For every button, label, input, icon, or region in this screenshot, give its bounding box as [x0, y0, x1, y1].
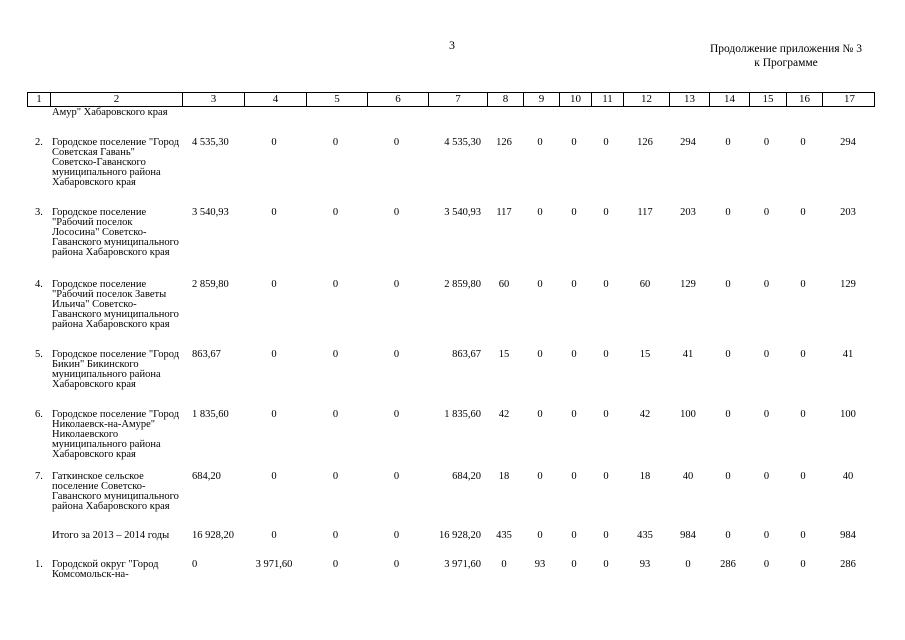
- row-value-col-4: 3 971,60: [255, 559, 293, 570]
- row-value-col-10: 0: [571, 530, 577, 541]
- header-cell-12: 12: [623, 93, 669, 106]
- row-value-col-5: 0: [332, 409, 339, 420]
- row-number: 4.: [35, 279, 43, 290]
- row-value-col-17: 294: [840, 137, 856, 148]
- row-value-col-6: 0: [393, 530, 400, 541]
- row-value-col-7: 3 540,93: [444, 207, 481, 218]
- row-value-col-3: 3 540,93: [192, 207, 229, 218]
- row-value-col-5: 0: [332, 471, 339, 482]
- row-value-col-12: 18: [639, 471, 651, 482]
- row-value-col-12: 93: [639, 559, 651, 570]
- row-value-col-14: 0: [725, 137, 731, 148]
- row-value-col-14: 0: [725, 349, 731, 360]
- row-value-col-6: 0: [393, 137, 400, 148]
- row-value-col-10: 0: [571, 207, 577, 218]
- header-cell-11: 11: [591, 93, 623, 106]
- row-value-col-15: 0: [763, 137, 770, 148]
- row-value-col-6: 0: [393, 207, 400, 218]
- row-value-col-3: 4 535,30: [192, 137, 229, 148]
- row-value-col-17: 40: [842, 471, 854, 482]
- row-value-col-8: 435: [496, 530, 512, 541]
- row-value-col-17: 203: [840, 207, 856, 218]
- row-value-col-11: 0: [603, 559, 609, 570]
- row-value-col-12: 126: [637, 137, 653, 148]
- row-value-col-7: 863,67: [452, 349, 481, 360]
- row-value-col-10: 0: [571, 471, 577, 482]
- header-cell-8: 8: [487, 93, 523, 106]
- row-value-col-4: 0: [271, 471, 277, 482]
- row-value-col-12: 60: [639, 279, 651, 290]
- row-value-col-17: 129: [840, 279, 856, 290]
- row-value-col-4: 0: [271, 349, 277, 360]
- header-cell-2: 2: [50, 93, 182, 106]
- row-name: Городской округ "Город Комсомольск-на-: [52, 559, 159, 580]
- row-value-col-14: 0: [725, 207, 731, 218]
- row-value-col-9: 0: [537, 409, 543, 420]
- row-value-col-15: 0: [763, 207, 770, 218]
- row-name: Городское поселение "Город Николаевск-на-Амуре" Николаевского муниципального района Хабаровского края: [52, 409, 180, 460]
- row-value-col-6: 0: [393, 471, 400, 482]
- continuation-line-2: к Программе: [754, 57, 818, 69]
- continuation-note: [680, 42, 892, 70]
- row-value-col-11: 0: [603, 207, 609, 218]
- row-number: 1.: [35, 559, 43, 570]
- row-value-col-9: 93: [534, 559, 546, 570]
- row-value-col-8: 60: [498, 279, 510, 290]
- row-value-col-16: 0: [800, 279, 806, 290]
- row-name: Городское поселение "Город Советская Гавань" Советско-Гаванского муниципального района Хабаровского края: [52, 137, 180, 188]
- row-number: 6.: [35, 409, 43, 420]
- row-value-col-14: 0: [725, 279, 731, 290]
- row-value-col-6: 0: [393, 559, 400, 570]
- row-value-col-10: 0: [571, 137, 577, 148]
- row-number: 3.: [35, 207, 43, 218]
- row-value-col-11: 0: [603, 279, 609, 290]
- row-value-col-7: 2 859,80: [444, 279, 481, 290]
- row-value-col-15: 0: [763, 279, 770, 290]
- header-cell-15: 15: [749, 93, 786, 106]
- row-value-col-6: 0: [393, 349, 400, 360]
- row-value-col-11: 0: [603, 137, 609, 148]
- row-number: 2.: [35, 137, 43, 148]
- row-value-col-12: 15: [639, 349, 651, 360]
- row-value-col-9: 0: [537, 349, 543, 360]
- continuation-line-1: Продолжение приложения № 3: [709, 43, 863, 55]
- row-value-col-13: 41: [682, 349, 694, 360]
- row-value-col-12: 435: [637, 530, 653, 541]
- row-value-col-15: 0: [763, 559, 770, 570]
- row-value-col-9: 0: [537, 471, 543, 482]
- row-value-col-5: 0: [332, 530, 339, 541]
- row-name: Гаткинское сельское поселение Советско-Гаванского муниципального района Хабаровского края: [52, 471, 179, 512]
- row-value-col-16: 0: [800, 559, 806, 570]
- row-value-col-3: 684,20: [192, 471, 221, 482]
- row-name: Итого за 2013 – 2014 годы: [52, 530, 170, 541]
- row-value-col-3: 863,67: [192, 349, 221, 360]
- row-value-col-6: 0: [393, 409, 400, 420]
- row-value-col-14: 0: [725, 471, 731, 482]
- table-header-row: [27, 92, 875, 107]
- row-value-col-4: 0: [271, 207, 277, 218]
- header-cell-5: 5: [306, 93, 367, 106]
- row-value-col-13: 100: [680, 409, 696, 420]
- row-value-col-3: 2 859,80: [192, 279, 229, 290]
- header-cell-16: 16: [786, 93, 822, 106]
- row-value-col-11: 0: [603, 349, 609, 360]
- row-value-col-5: 0: [332, 207, 339, 218]
- row-value-col-17: 100: [840, 409, 856, 420]
- row-value-col-8: 18: [498, 471, 510, 482]
- row-value-col-9: 0: [537, 279, 543, 290]
- header-cell-3: 3: [182, 93, 244, 106]
- row-value-col-8: 42: [498, 409, 510, 420]
- row-value-col-13: 129: [680, 279, 696, 290]
- header-cell-7: 7: [428, 93, 487, 106]
- row-value-col-16: 0: [800, 530, 806, 541]
- row-value-col-13: 984: [680, 530, 696, 541]
- row-value-col-7: 684,20: [452, 471, 481, 482]
- row-name: Городское поселение "Рабочий поселок Лососина" Советско-Гаванского муниципального района Хабаровского края: [52, 207, 179, 258]
- row-value-col-11: 0: [603, 409, 609, 420]
- page-number: 3: [449, 38, 455, 52]
- row-value-col-17: 984: [840, 530, 856, 541]
- row-number: 7.: [35, 471, 43, 482]
- row-value-col-3: 0: [192, 559, 198, 570]
- row-number: 5.: [35, 349, 43, 360]
- row-value-col-10: 0: [571, 409, 577, 420]
- row-value-col-3: 16 928,20: [192, 530, 234, 541]
- row-value-col-4: 0: [271, 530, 277, 541]
- row-value-col-17: 286: [840, 559, 856, 570]
- row-value-col-13: 40: [682, 471, 694, 482]
- row-value-col-4: 0: [271, 279, 277, 290]
- header-cell-6: 6: [367, 93, 428, 106]
- row-value-col-13: 203: [680, 207, 696, 218]
- row-value-col-15: 0: [763, 530, 770, 541]
- row-value-col-7: 1 835,60: [444, 409, 481, 420]
- row-value-col-14: 286: [720, 559, 736, 570]
- header-cell-10: 10: [559, 93, 591, 106]
- row-value-col-14: 0: [725, 409, 731, 420]
- header-cell-9: 9: [523, 93, 559, 106]
- header-cell-1: 1: [36, 93, 42, 105]
- row-value-col-16: 0: [800, 349, 806, 360]
- row-value-col-5: 0: [332, 137, 339, 148]
- row-value-col-7: 3 971,60: [444, 559, 481, 570]
- row-value-col-10: 0: [571, 349, 577, 360]
- row-value-col-15: 0: [763, 349, 770, 360]
- row-value-col-12: 42: [639, 409, 651, 420]
- row-value-col-11: 0: [603, 471, 609, 482]
- row-value-col-14: 0: [725, 530, 731, 541]
- row-value-col-8: 126: [496, 137, 512, 148]
- row-value-col-8: 15: [498, 349, 510, 360]
- row-value-col-16: 0: [800, 471, 806, 482]
- row-value-col-6: 0: [393, 279, 400, 290]
- header-cell-14: 14: [709, 93, 749, 106]
- row-name: Городское поселение "Город Бикин" Бикинского муниципального района Хабаровского края: [52, 349, 180, 390]
- row-value-col-11: 0: [603, 530, 609, 541]
- header-cell-4: 4: [244, 93, 306, 106]
- header-cell-17: 17: [822, 93, 876, 106]
- row-value-col-8: 0: [501, 559, 507, 570]
- row-value-col-16: 0: [800, 409, 806, 420]
- row-value-col-10: 0: [571, 279, 577, 290]
- row-value-col-7: 4 535,30: [444, 137, 481, 148]
- row-value-col-5: 0: [332, 279, 339, 290]
- row-value-col-3: 1 835,60: [192, 409, 229, 420]
- row-value-col-8: 117: [496, 207, 512, 218]
- row-name: Городское поселение "Рабочий поселок Заветы Ильича" Советско-Гаванского муниципального района Хабаровского края: [52, 279, 179, 330]
- row-value-col-9: 0: [537, 137, 543, 148]
- row-value-col-15: 0: [763, 409, 770, 420]
- row-fragment-name: Амур" Хабаровского края: [52, 107, 168, 118]
- row-value-col-15: 0: [763, 471, 770, 482]
- row-value-col-16: 0: [800, 207, 806, 218]
- row-value-col-4: 0: [271, 409, 277, 420]
- row-value-col-7: 16 928,20: [439, 530, 481, 541]
- row-value-col-5: 0: [332, 559, 339, 570]
- row-value-col-9: 0: [537, 530, 543, 541]
- row-value-col-17: 41: [842, 349, 854, 360]
- row-value-col-5: 0: [332, 349, 339, 360]
- row-value-col-12: 117: [637, 207, 653, 218]
- row-value-col-4: 0: [271, 137, 277, 148]
- row-value-col-9: 0: [537, 207, 543, 218]
- row-value-col-10: 0: [571, 559, 577, 570]
- row-value-col-16: 0: [800, 137, 806, 148]
- row-value-col-13: 294: [680, 137, 696, 148]
- header-cell-13: 13: [669, 93, 709, 106]
- row-value-col-13: 0: [685, 559, 691, 570]
